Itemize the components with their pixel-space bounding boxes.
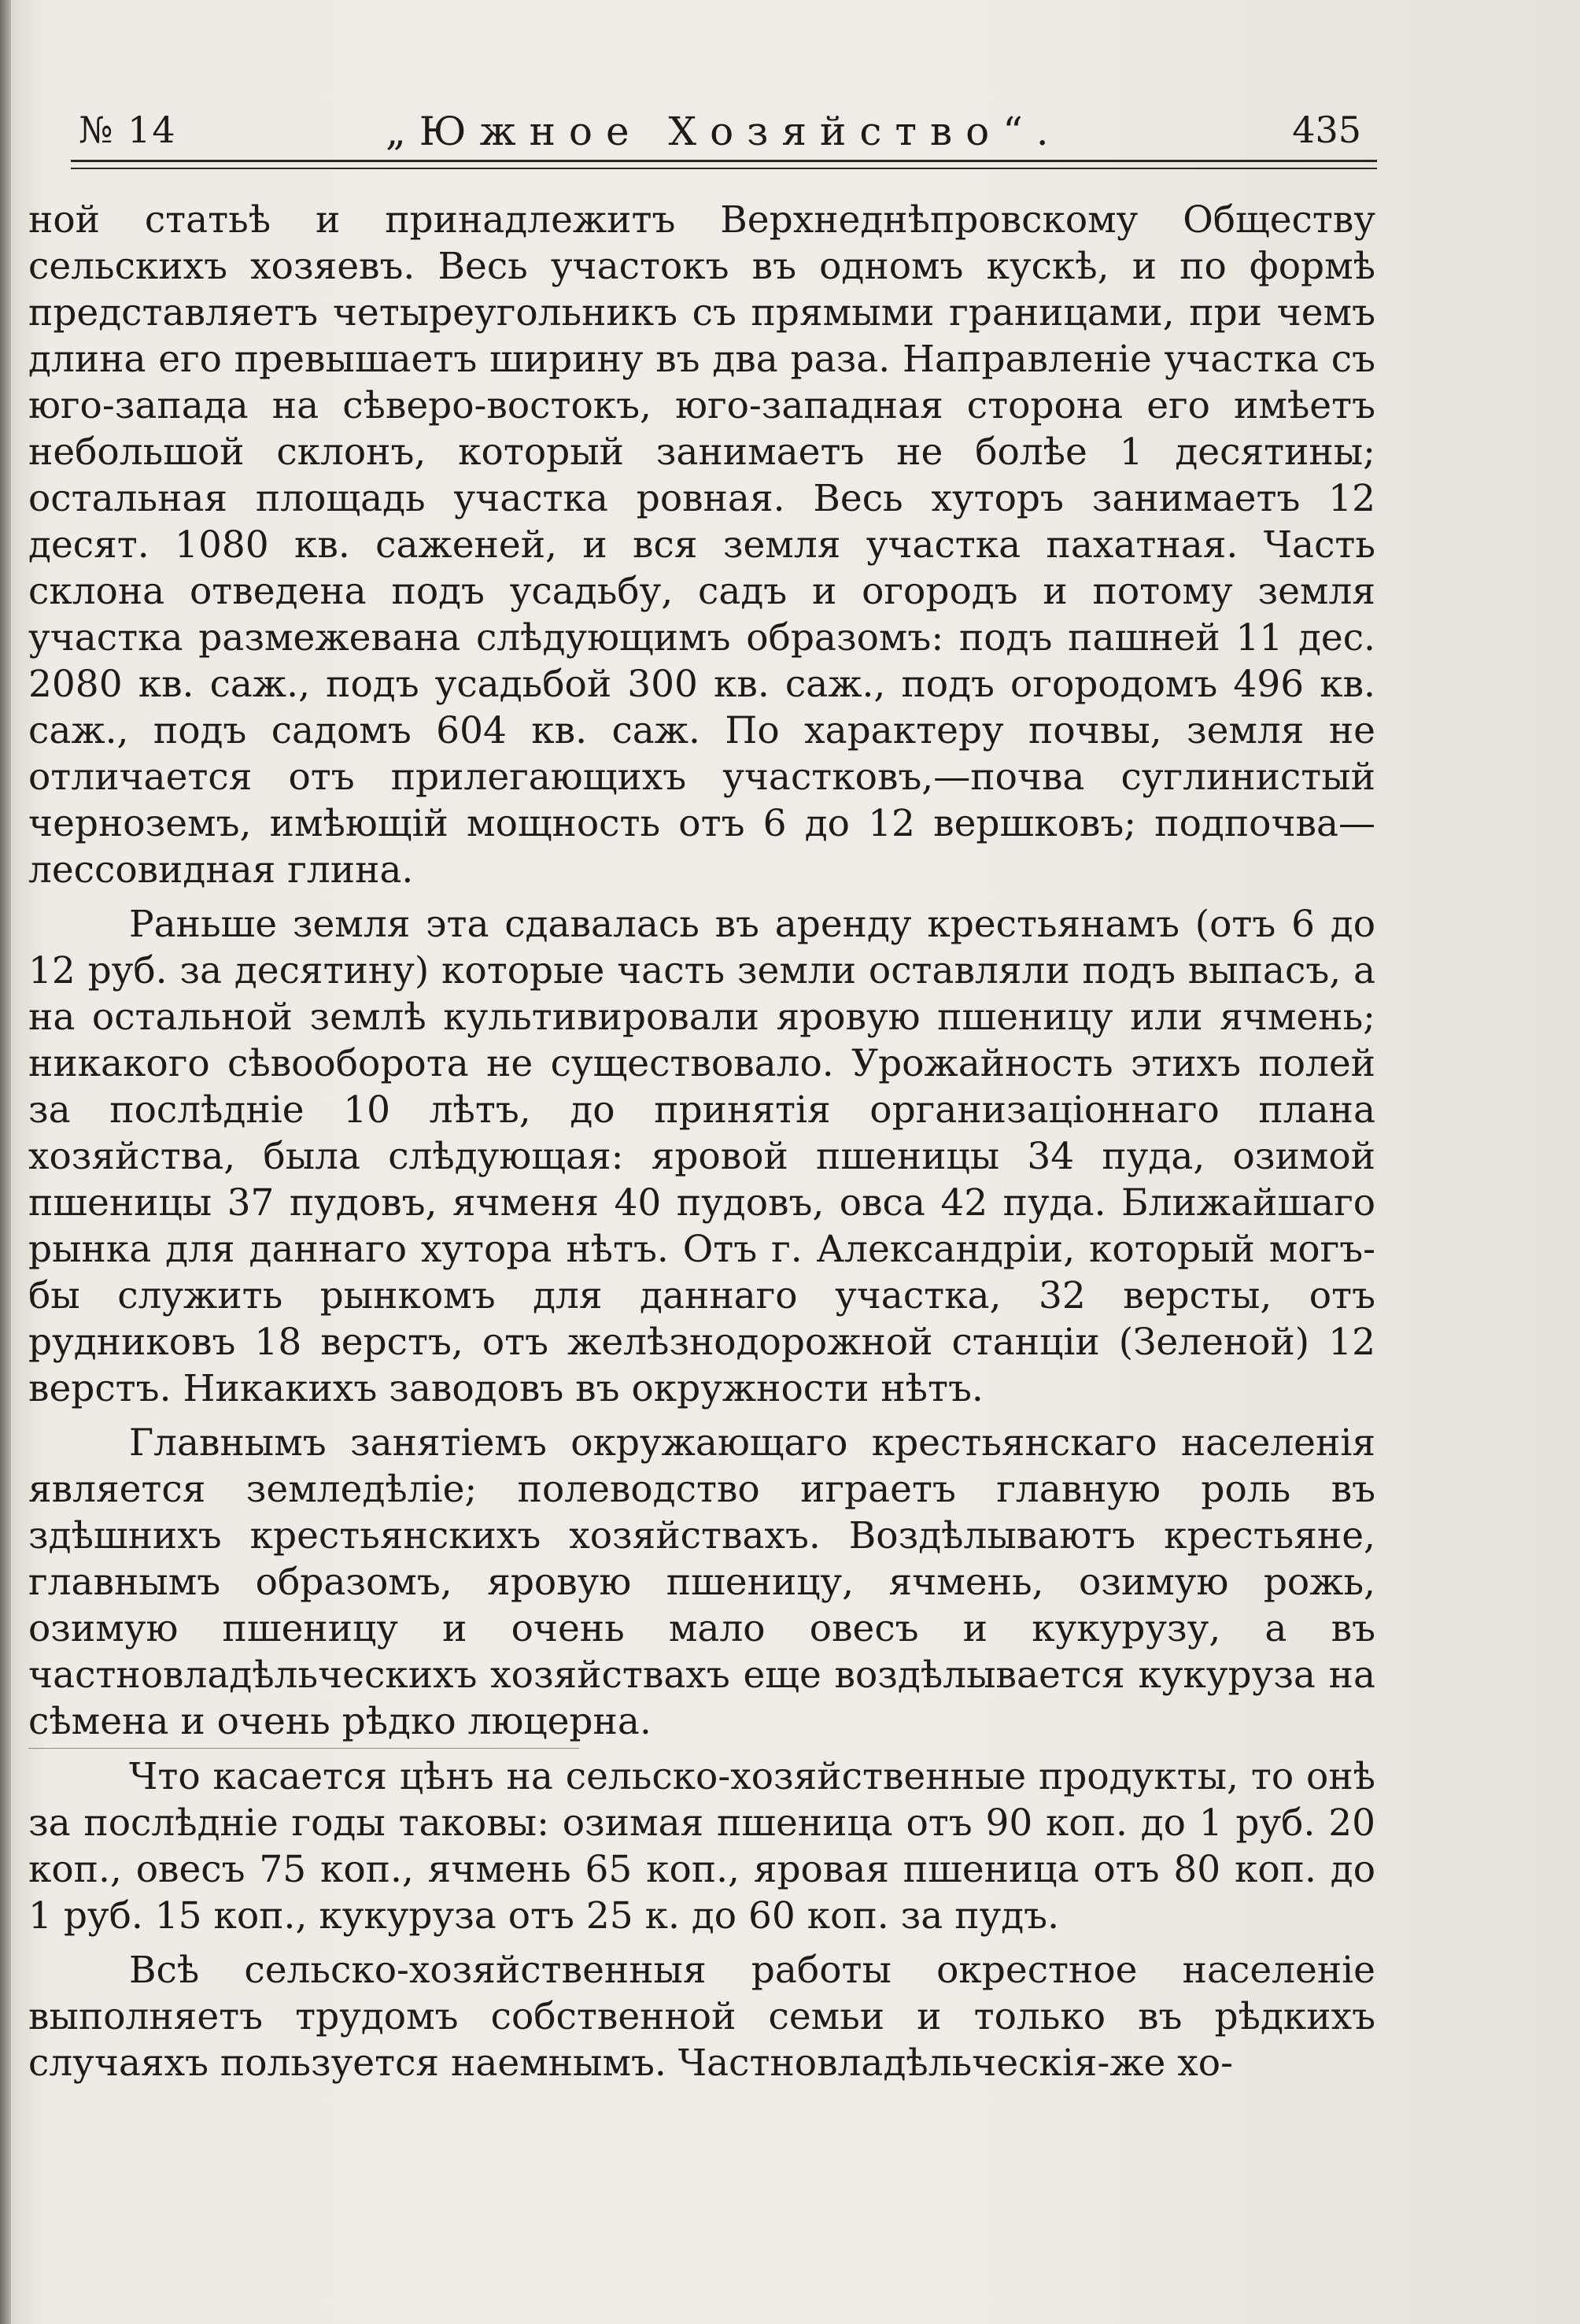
book-spine: [0, 0, 11, 2324]
paragraph-3: Главнымъ занятіемъ окружающаго крестьянскаго населенія является земледѣліе; полеводство играетъ главную роль въ здѣшнихъ крестьянскихъ хозяйствахъ. Воздѣлываютъ крестьяне, главнымъ образомъ, яровую пшеницу, ячмень, озимую рожь, озимую пшеницу и очень мало овесъ и кукурузу, а въ частновладѣльческихъ хозяйствахъ еще воздѣлывается кукуруза на сѣмена и очень рѣдко люцерна.: [28, 1421, 1375, 1743]
paragraph-2: Раньше земля эта сдавалась въ аренду крестьянамъ (отъ 6 до 12 руб. за десятину) которые часть земли оставляли подъ выпасъ, а на остальной землѣ культивировали яровую пшеницу или ячмень; никакого сѣвооборота не существовало. Урожайность этихъ полей за послѣдніе 10 лѣтъ, до принятія организаціоннаго плана хозяйства, была слѣдующая: яровой пшеницы 34 пуда, озимой пшеницы 37 пудовъ, ячменя 40 пудовъ, овса 42 пуда. Ближайшаго рынка для даннаго хутора нѣтъ. Отъ г. Александріи, который могъ-бы служить рынкомъ для даннаго участка, 32 версты, отъ рудниковъ 18 верстъ, отъ желѣзнодорожной станціи (Зеленой) 12 верстъ. Никакихъ заводовъ въ окружности нѣтъ.: [28, 903, 1375, 1410]
paragraph-1: ной статьѣ и принадлежитъ Верхнеднѣпровскому Обществу сельскихъ хозяевъ. Весь участокъ въ одномъ кускѣ, и по формѣ представляетъ четыреугольникъ съ прямыми границами, при чемъ длина его превышаетъ ширину въ два раза. Направленіе участка съ юго-запада на сѣверо-востокъ, юго-западная сторона его имѣетъ небольшой склонъ, который занимаетъ не болѣе 1 десятины; остальная площадь участка ровная. Весь хуторъ занимаетъ 12 десят. 1080 кв. саженей, и вся земля участка пахатная. Часть склона отведена подъ усадьбу, садъ и огородъ и потому земля участка размежевана слѣдующимъ образомъ: подъ пашней 11 дес. 2080 кв. саж., подъ усадьбой 300 кв. саж., подъ огородомъ 496 кв. саж., подъ садомъ 604 кв. саж. По характеру почвы, земля не отличается отъ прилегающихъ участковъ,—почва суглинистый черноземъ, имѣющій мощность отъ 6 до 12 вершковъ; подпочва—лессовидная глина.: [28, 198, 1375, 892]
paragraph-4: Что касается цѣнъ на сельско-хозяйственные продукты, то онѣ за послѣдніе годы таковы: озимая пшеница отъ 90 коп. до 1 руб. 20 коп., овесъ 75 коп., ячмень 65 коп., яровая пшеница отъ 80 коп. до 1 руб. 15 коп., кукуруза отъ 25 к. до 60 коп. за пудъ.: [28, 1755, 1375, 1938]
paragraph-separator: [28, 1748, 579, 1749]
paragraph-5: Всѣ сельско-хозяйственныя работы окрестное населеніе выполняетъ трудомъ собственной семьи и только въ рѣдкихъ случаяхъ пользуется наемнымъ. Частновладѣльческія-же хо-: [28, 1949, 1375, 2085]
header-rule-secondary: [71, 168, 1377, 169]
body-text: [28, 197, 1375, 2086]
journal-title: „Южное Хозяйство“.: [386, 109, 1062, 154]
running-header: [71, 109, 1377, 164]
issue-number: № 14: [79, 109, 177, 151]
header-rule: [71, 160, 1377, 162]
page-number: 435: [1292, 109, 1361, 151]
